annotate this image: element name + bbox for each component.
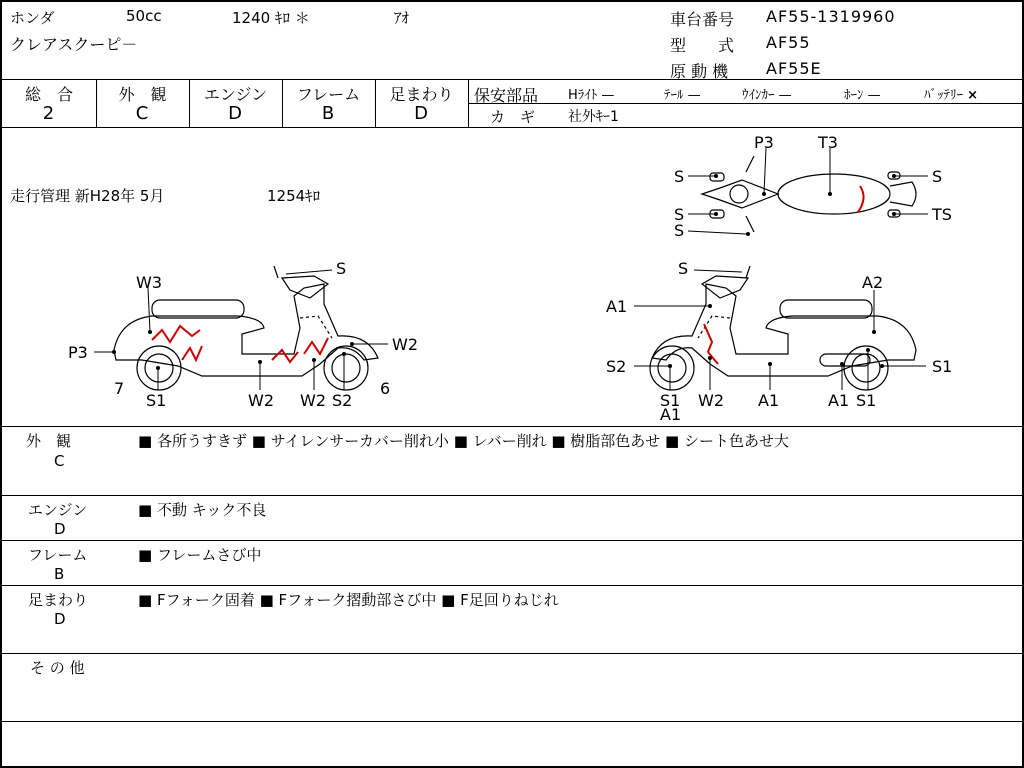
label-left-w2c: W2	[300, 391, 326, 410]
label-left-w3: W3	[136, 273, 162, 292]
key-value: 社外ｷｰ1	[568, 109, 619, 125]
grade-engine-label: エンジン	[203, 85, 268, 104]
remark-suspension-text: ■ Fフォーク固着 ■ Fフォーク摺動部さび中 ■ F足回りねじれ	[138, 591, 559, 609]
safety-label: 保安部品	[474, 86, 539, 105]
grade-total-label: 総 合	[24, 85, 73, 104]
frame-no-label: 車台番号	[670, 10, 735, 29]
grade-engine-value: D	[228, 103, 243, 124]
divider	[2, 79, 1024, 80]
safety-item-horn: ﾎｰﾝ —	[844, 88, 881, 103]
scooter-top-view	[702, 156, 916, 232]
remark-suspension-grade: D	[54, 610, 66, 628]
engine-value: AF55E	[766, 59, 822, 78]
remark-engine-text: ■ 不動 キック不良	[138, 501, 267, 519]
mileage: 1240 ｷﾛ ＊	[232, 9, 310, 27]
label-top-ts: TS	[932, 205, 952, 224]
label-top-p3: P3	[754, 133, 774, 152]
label-left-p3: P3	[68, 343, 88, 362]
safety-item-headlight: Hﾗｲﾄ —	[568, 88, 615, 103]
remark-engine-grade: D	[54, 520, 66, 538]
grade-exterior-label: 外 観	[118, 85, 167, 104]
remark-exterior-grade: C	[54, 452, 65, 470]
label-right-a1c: A1	[758, 391, 780, 410]
label-left-s2: S2	[332, 391, 353, 410]
remark-frame-text: ■ フレームさび中	[138, 546, 262, 564]
label-right-a2: A2	[862, 273, 884, 292]
color: ｱｵ	[394, 9, 410, 27]
model-name: クレアスクーピ－	[10, 35, 138, 54]
grade-total-value: 2	[42, 103, 56, 124]
label-top-s2: S	[674, 205, 685, 224]
safety-item-battery: ﾊﾞｯﾃﾘｰ ×	[924, 88, 979, 103]
label-right-a1a: A1	[606, 297, 628, 316]
remark-exterior-text: ■ 各所うすきず ■ サイレンサーカバー削れ小 ■ レバー削れ ■ 樹脂部色あせ ■ シート色あせ大	[138, 432, 790, 450]
label-top-s3: S	[674, 221, 685, 240]
label-left-6: 6	[380, 379, 391, 398]
grade-frame-label: フレーム	[296, 85, 361, 104]
remark-other-label: そ の 他	[30, 659, 85, 677]
label-right-w2: W2	[698, 391, 724, 410]
label-right-s2: S2	[606, 357, 627, 376]
label-top-s1: S	[674, 167, 685, 186]
engine-label: 原 動 機	[670, 62, 729, 81]
damage-diagram	[2, 128, 1022, 426]
key-label: カ ギ	[490, 108, 536, 126]
remark-frame-grade: B	[54, 565, 65, 583]
label-top-t3: T3	[818, 133, 838, 152]
label-left-w2b: W2	[248, 391, 274, 410]
label-right-s1b: S1	[856, 391, 877, 410]
remark-suspension-label: 足まわり	[28, 591, 89, 609]
frame-no: AF55-1319960	[766, 7, 896, 26]
label-top-s4: S	[932, 167, 943, 186]
label-right-a1b: A1	[660, 405, 682, 424]
odometer-value: 1254ｷﾛ	[267, 187, 321, 205]
type-value: AF55	[766, 33, 811, 52]
grade-suspension-value: D	[414, 103, 429, 124]
label-left-w2a: W2	[392, 335, 418, 354]
label-right-a1d: A1	[828, 391, 850, 410]
type-label: 型 式	[670, 36, 735, 55]
safety-item-winker: ｳｲﾝｶｰ —	[742, 88, 792, 103]
remark-engine-label: エンジン	[28, 501, 88, 519]
label-right-s1c: S1	[660, 391, 681, 410]
label-left-s: S	[336, 259, 347, 278]
grade-frame-value: B	[321, 103, 336, 124]
label-right-s1a: S1	[932, 357, 953, 376]
label-left-7: 7	[114, 379, 125, 398]
safety-item-tail: ﾃｰﾙ —	[664, 88, 701, 103]
grade-exterior-value: C	[135, 103, 150, 124]
displacement: 50cc	[126, 7, 162, 25]
label-left-s1: S1	[146, 391, 167, 410]
remark-exterior-label: 外 観	[26, 432, 72, 450]
label-right-s: S	[678, 259, 689, 278]
remark-frame-label: フレーム	[28, 546, 88, 564]
grade-suspension-label: 足まわり	[389, 85, 454, 104]
odometer-note: 走行管理 新H28年 5月	[10, 187, 165, 205]
maker: ホンダ	[10, 9, 55, 27]
